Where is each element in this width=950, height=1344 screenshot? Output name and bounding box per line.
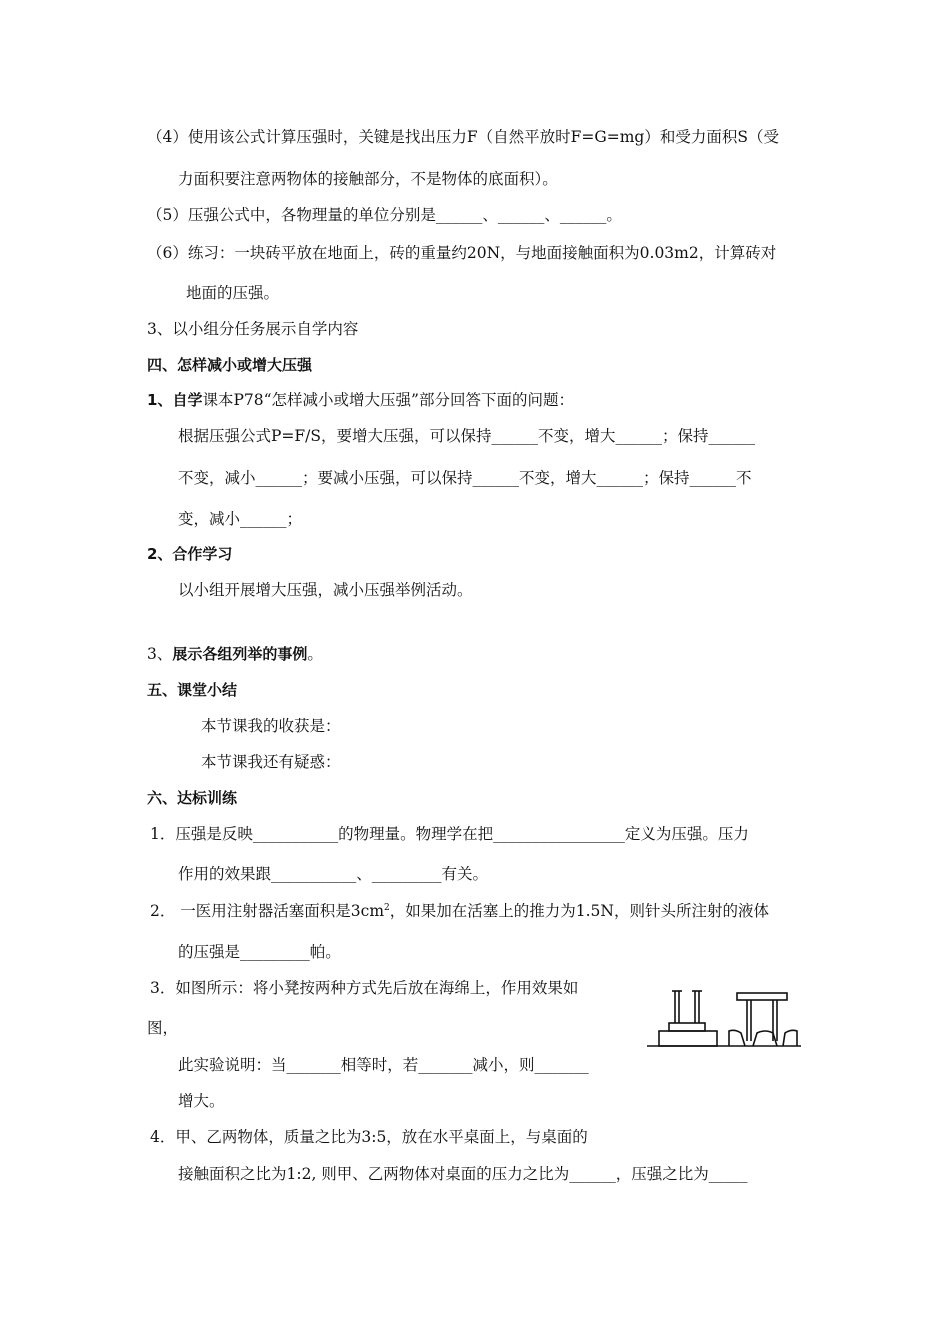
item-3-end: 。 xyxy=(307,645,323,663)
question-4-line-1: 4．甲、乙两物体，质量之比为3:5，放在水平桌面上，与桌面的 xyxy=(150,1128,588,1146)
section-4-item-1 xyxy=(147,389,574,411)
para-4-line-2: 力面积要注意两物体的接触部分，不是物体的底面积）。 xyxy=(178,170,558,188)
item-3: 3、以小组分任务展示自学内容 xyxy=(147,320,359,338)
item-1-text: 课本P78“怎样减小或增大压强”部分回答下面的问题： xyxy=(202,391,574,409)
section-4-item-2: 2、合作学习 xyxy=(147,545,233,563)
section-4-item-3 xyxy=(147,643,323,665)
item-1-number: 1、 xyxy=(147,391,173,409)
section-5-heading: 五、课堂小结 xyxy=(147,681,238,699)
stool-seat-left xyxy=(669,1023,705,1031)
self-study-line-3: 变，减小______； xyxy=(178,510,303,528)
q2-text-post: ，如果加在活塞上的推力为1.5N，则针头所注射的液体 xyxy=(389,902,769,920)
para-6-line-2: 地面的压强。 xyxy=(186,284,280,302)
summary-gain: 本节课我的收获是： xyxy=(201,717,341,735)
stool-sponge-figure xyxy=(645,985,805,1053)
item-3-number: 3、 xyxy=(147,645,173,663)
stool-seat-right xyxy=(737,993,787,1000)
question-1-line-2: 作用的效果跟___________、_________有关。 xyxy=(178,865,489,883)
self-study-line-1: 根据压强公式P=F/S，要增大压强，可以保持______不变，增大______；保持______ xyxy=(178,427,756,445)
question-1-line-1: 1．压强是反映___________的物理量。物理学在把_________________定义为压强。压力 xyxy=(150,825,749,843)
q2-superscript: 2 xyxy=(384,902,390,913)
question-3-line-4: 增大。 xyxy=(178,1092,225,1110)
section-4-heading: 四、怎样减小或增大压强 xyxy=(147,356,313,374)
question-4-line-2: 接触面积之比为1:2, 则甲、乙两物体对桌面的压力之比为______，压强之比为_____ xyxy=(178,1165,748,1183)
question-3-line-1: 3．如图所示：将小凳按两种方式先后放在海绵上，作用效果如 xyxy=(150,979,579,997)
para-4-line-1: （4）使用该公式计算压强时，关键是找出压力F（自然平放时F=G=mg）和受力面积S（受 xyxy=(147,128,779,146)
item-3-bold-text: 展示各组列举的事例 xyxy=(172,645,308,663)
summary-doubt: 本节课我还有疑惑： xyxy=(201,753,341,771)
q2-text-pre: 2． 一医用注射器活塞面积是3cm xyxy=(150,902,385,920)
sponge-right xyxy=(729,1030,797,1046)
cooperative-line: 以小组开展增大压强，减小压强举例活动。 xyxy=(178,581,473,599)
item-1-bold-word: 自学 xyxy=(172,391,203,409)
sponge-left xyxy=(659,1031,717,1046)
question-3-line-2: 图， xyxy=(147,1019,179,1037)
question-2-line-2: 的压强是_________帕。 xyxy=(178,943,341,961)
question-3-line-3: 此实验说明：当_______相等时，若_______减小，则_______ xyxy=(178,1056,589,1074)
question-2-line-1 xyxy=(150,900,769,922)
para-5: （5）压强公式中，各物理量的单位分别是______、______、______。 xyxy=(147,206,622,224)
section-6-heading: 六、达标训练 xyxy=(147,789,238,807)
self-study-line-2: 不变，减小______；要减小压强，可以保持______不变，增大______；保持______不 xyxy=(178,469,752,487)
para-6-line-1: （6）练习：一块砖平放在地面上，砖的重量约20N，与地面接触面积为0.03m2，计算砖对 xyxy=(147,244,777,262)
